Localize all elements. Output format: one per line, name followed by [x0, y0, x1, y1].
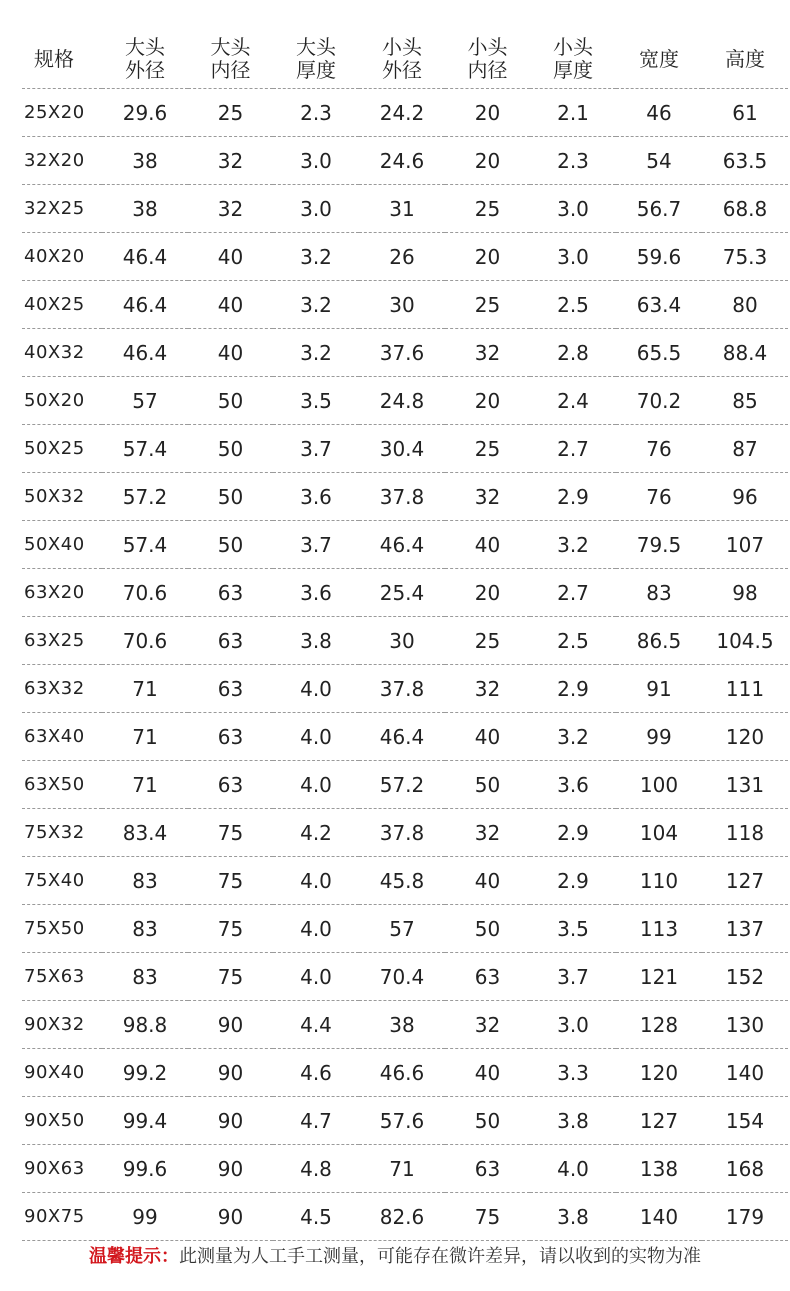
spec-cell: 50X40 — [22, 521, 102, 569]
value-cell: 32 — [445, 473, 530, 521]
value-cell: 4.0 — [273, 713, 359, 761]
value-cell: 57.4 — [102, 521, 188, 569]
value-cell: 32 — [445, 1001, 530, 1049]
table-row — [22, 329, 788, 377]
value-cell: 20 — [445, 233, 530, 281]
value-cell: 79.5 — [616, 521, 702, 569]
value-cell: 25 — [188, 89, 273, 137]
spec-cell: 50X20 — [22, 377, 102, 425]
value-cell: 57.2 — [102, 473, 188, 521]
spec-cell: 63X32 — [22, 665, 102, 713]
value-cell: 50 — [445, 761, 530, 809]
value-cell: 30 — [359, 617, 445, 665]
value-cell: 140 — [702, 1049, 788, 1097]
value-cell: 168 — [702, 1145, 788, 1193]
spec-cell: 75X40 — [22, 857, 102, 905]
value-cell: 83 — [616, 569, 702, 617]
value-cell: 32 — [445, 665, 530, 713]
value-cell: 99 — [102, 1193, 188, 1241]
table-row — [22, 809, 788, 857]
value-cell: 40 — [445, 1049, 530, 1097]
value-cell: 2.8 — [530, 329, 616, 377]
table-body — [22, 89, 788, 1241]
spec-cell: 32X25 — [22, 185, 102, 233]
value-cell: 111 — [702, 665, 788, 713]
value-cell: 75 — [188, 857, 273, 905]
value-cell: 3.8 — [530, 1097, 616, 1145]
value-cell: 71 — [102, 713, 188, 761]
spec-cell: 63X50 — [22, 761, 102, 809]
value-cell: 91 — [616, 665, 702, 713]
table-row — [22, 857, 788, 905]
value-cell: 3.7 — [273, 425, 359, 473]
column-header: 大头 内径 — [210, 35, 251, 82]
value-cell: 40 — [445, 713, 530, 761]
value-cell: 70.6 — [102, 569, 188, 617]
value-cell: 50 — [445, 905, 530, 953]
value-cell: 63 — [188, 713, 273, 761]
value-cell: 50 — [188, 473, 273, 521]
value-cell: 25 — [445, 281, 530, 329]
table-row — [22, 953, 788, 1001]
value-cell: 37.8 — [359, 665, 445, 713]
table-row — [22, 1097, 788, 1145]
value-cell: 127 — [702, 857, 788, 905]
value-cell: 2.9 — [530, 473, 616, 521]
table-row — [22, 137, 788, 185]
value-cell: 2.7 — [530, 425, 616, 473]
column-header: 宽度 — [639, 46, 679, 71]
value-cell: 3.7 — [530, 953, 616, 1001]
value-cell: 20 — [445, 137, 530, 185]
spec-cell: 90X40 — [22, 1049, 102, 1097]
spec-cell: 32X20 — [22, 137, 102, 185]
value-cell: 4.0 — [273, 953, 359, 1001]
value-cell: 2.3 — [273, 89, 359, 137]
value-cell: 86.5 — [616, 617, 702, 665]
value-cell: 63.4 — [616, 281, 702, 329]
table-row — [22, 761, 788, 809]
value-cell: 70.6 — [102, 617, 188, 665]
value-cell: 90 — [188, 1097, 273, 1145]
column-header: 小头 外径 — [382, 35, 422, 82]
value-cell: 63 — [188, 665, 273, 713]
spec-cell: 90X75 — [22, 1193, 102, 1241]
value-cell: 2.7 — [530, 569, 616, 617]
value-cell: 31 — [359, 185, 445, 233]
value-cell: 46.4 — [102, 281, 188, 329]
value-cell: 99 — [616, 713, 702, 761]
spec-cell: 25X20 — [22, 89, 102, 137]
value-cell: 104 — [616, 809, 702, 857]
value-cell: 70.4 — [359, 953, 445, 1001]
value-cell: 121 — [616, 953, 702, 1001]
value-cell: 75.3 — [702, 233, 788, 281]
value-cell: 46.4 — [102, 329, 188, 377]
table-header — [22, 30, 788, 89]
value-cell: 38 — [102, 185, 188, 233]
spec-table — [22, 30, 788, 1241]
value-cell: 71 — [102, 761, 188, 809]
value-cell: 57.6 — [359, 1097, 445, 1145]
value-cell: 25 — [445, 185, 530, 233]
value-cell: 3.0 — [530, 233, 616, 281]
value-cell: 3.0 — [273, 137, 359, 185]
value-cell: 75 — [445, 1193, 530, 1241]
value-cell: 40 — [445, 857, 530, 905]
value-cell: 50 — [188, 521, 273, 569]
value-cell: 38 — [359, 1001, 445, 1049]
value-cell: 131 — [702, 761, 788, 809]
value-cell: 3.8 — [273, 617, 359, 665]
value-cell: 30.4 — [359, 425, 445, 473]
value-cell: 83 — [102, 905, 188, 953]
spec-cell: 75X32 — [22, 809, 102, 857]
value-cell: 4.0 — [273, 761, 359, 809]
value-cell: 140 — [616, 1193, 702, 1241]
value-cell: 127 — [616, 1097, 702, 1145]
value-cell: 61 — [702, 89, 788, 137]
value-cell: 99.2 — [102, 1049, 188, 1097]
footer-label: 温馨提示： — [89, 1246, 179, 1267]
value-cell: 75 — [188, 953, 273, 1001]
value-cell: 3.6 — [530, 761, 616, 809]
value-cell: 30 — [359, 281, 445, 329]
column-header: 小头 内径 — [467, 35, 508, 82]
value-cell: 24.2 — [359, 89, 445, 137]
value-cell: 4.0 — [273, 857, 359, 905]
value-cell: 37.6 — [359, 329, 445, 377]
table-row — [22, 713, 788, 761]
value-cell: 59.6 — [616, 233, 702, 281]
table-row — [22, 665, 788, 713]
value-cell: 3.6 — [273, 569, 359, 617]
value-cell: 2.9 — [530, 665, 616, 713]
spec-cell: 40X25 — [22, 281, 102, 329]
value-cell: 46.4 — [359, 713, 445, 761]
value-cell: 3.0 — [530, 185, 616, 233]
spec-cell: 50X25 — [22, 425, 102, 473]
value-cell: 71 — [102, 665, 188, 713]
value-cell: 3.8 — [530, 1193, 616, 1241]
value-cell: 57.2 — [359, 761, 445, 809]
value-cell: 2.9 — [530, 809, 616, 857]
value-cell: 87 — [702, 425, 788, 473]
value-cell: 99.6 — [102, 1145, 188, 1193]
value-cell: 40 — [188, 281, 273, 329]
value-cell: 63 — [188, 569, 273, 617]
table-row — [22, 281, 788, 329]
table-row — [22, 425, 788, 473]
value-cell: 98.8 — [102, 1001, 188, 1049]
value-cell: 56.7 — [616, 185, 702, 233]
value-cell: 3.0 — [273, 185, 359, 233]
spec-cell: 75X63 — [22, 953, 102, 1001]
value-cell: 20 — [445, 89, 530, 137]
value-cell: 63 — [188, 761, 273, 809]
spec-cell: 75X50 — [22, 905, 102, 953]
value-cell: 88.4 — [702, 329, 788, 377]
value-cell: 118 — [702, 809, 788, 857]
value-cell: 138 — [616, 1145, 702, 1193]
value-cell: 152 — [702, 953, 788, 1001]
spec-cell: 40X32 — [22, 329, 102, 377]
value-cell: 32 — [445, 329, 530, 377]
value-cell: 2.3 — [530, 137, 616, 185]
table-row — [22, 617, 788, 665]
value-cell: 3.6 — [273, 473, 359, 521]
value-cell: 46.4 — [359, 521, 445, 569]
spec-cell: 50X32 — [22, 473, 102, 521]
value-cell: 2.1 — [530, 89, 616, 137]
table-row — [22, 185, 788, 233]
value-cell: 25.4 — [359, 569, 445, 617]
spec-cell: 63X25 — [22, 617, 102, 665]
value-cell: 46.6 — [359, 1049, 445, 1097]
value-cell: 4.7 — [273, 1097, 359, 1145]
table-row — [22, 521, 788, 569]
column-header: 大头 外径 — [125, 35, 165, 82]
spec-cell: 90X50 — [22, 1097, 102, 1145]
value-cell: 3.2 — [530, 713, 616, 761]
value-cell: 3.0 — [530, 1001, 616, 1049]
value-cell: 20 — [445, 569, 530, 617]
table-row — [22, 905, 788, 953]
value-cell: 50 — [188, 425, 273, 473]
value-cell: 4.5 — [273, 1193, 359, 1241]
value-cell: 46 — [616, 89, 702, 137]
value-cell: 90 — [188, 1193, 273, 1241]
value-cell: 50 — [445, 1097, 530, 1145]
value-cell: 90 — [188, 1145, 273, 1193]
value-cell: 99.4 — [102, 1097, 188, 1145]
spec-cell: 90X32 — [22, 1001, 102, 1049]
value-cell: 2.9 — [530, 857, 616, 905]
value-cell: 2.5 — [530, 617, 616, 665]
value-cell: 38 — [102, 137, 188, 185]
value-cell: 83 — [102, 857, 188, 905]
spec-cell: 90X63 — [22, 1145, 102, 1193]
value-cell: 3.2 — [530, 521, 616, 569]
value-cell: 54 — [616, 137, 702, 185]
value-cell: 20 — [445, 377, 530, 425]
value-cell: 83 — [102, 953, 188, 1001]
value-cell: 63 — [445, 1145, 530, 1193]
value-cell: 4.8 — [273, 1145, 359, 1193]
value-cell: 76 — [616, 425, 702, 473]
value-cell: 24.8 — [359, 377, 445, 425]
value-cell: 4.2 — [273, 809, 359, 857]
value-cell: 3.2 — [273, 329, 359, 377]
value-cell: 71 — [359, 1145, 445, 1193]
value-cell: 113 — [616, 905, 702, 953]
value-cell: 3.7 — [273, 521, 359, 569]
spec-cell: 63X40 — [22, 713, 102, 761]
value-cell: 25 — [445, 617, 530, 665]
value-cell: 4.6 — [273, 1049, 359, 1097]
value-cell: 2.5 — [530, 281, 616, 329]
value-cell: 90 — [188, 1049, 273, 1097]
value-cell: 40 — [188, 329, 273, 377]
value-cell: 80 — [702, 281, 788, 329]
value-cell: 29.6 — [102, 89, 188, 137]
value-cell: 70.2 — [616, 377, 702, 425]
value-cell: 3.5 — [273, 377, 359, 425]
value-cell: 3.5 — [530, 905, 616, 953]
column-header: 大头 厚度 — [296, 35, 336, 82]
value-cell: 98 — [702, 569, 788, 617]
footer-text: 此测量为人工手工测量，可能存在微许差异，请以收到的实物为准 — [179, 1246, 701, 1267]
column-header: 规格 — [34, 46, 74, 71]
column-header: 小头 厚度 — [553, 35, 593, 82]
table-row — [22, 1001, 788, 1049]
value-cell: 104.5 — [702, 617, 788, 665]
value-cell: 110 — [616, 857, 702, 905]
table-row — [22, 377, 788, 425]
value-cell: 154 — [702, 1097, 788, 1145]
value-cell: 90 — [188, 1001, 273, 1049]
value-cell: 3.3 — [530, 1049, 616, 1097]
value-cell: 45.8 — [359, 857, 445, 905]
value-cell: 120 — [702, 713, 788, 761]
value-cell: 4.4 — [273, 1001, 359, 1049]
value-cell: 82.6 — [359, 1193, 445, 1241]
value-cell: 46.4 — [102, 233, 188, 281]
value-cell: 76 — [616, 473, 702, 521]
value-cell: 120 — [616, 1049, 702, 1097]
value-cell: 75 — [188, 809, 273, 857]
value-cell: 2.4 — [530, 377, 616, 425]
value-cell: 3.2 — [273, 233, 359, 281]
value-cell: 25 — [445, 425, 530, 473]
value-cell: 130 — [702, 1001, 788, 1049]
value-cell: 57.4 — [102, 425, 188, 473]
value-cell: 63.5 — [702, 137, 788, 185]
value-cell: 179 — [702, 1193, 788, 1241]
value-cell: 40 — [445, 521, 530, 569]
value-cell: 40 — [188, 233, 273, 281]
table-row — [22, 473, 788, 521]
table-row — [22, 1193, 788, 1241]
spec-cell: 40X20 — [22, 233, 102, 281]
value-cell: 100 — [616, 761, 702, 809]
table-row — [22, 569, 788, 617]
value-cell: 37.8 — [359, 809, 445, 857]
value-cell: 85 — [702, 377, 788, 425]
value-cell: 57 — [102, 377, 188, 425]
table-row — [22, 89, 788, 137]
footer-note — [0, 1242, 790, 1268]
value-cell: 4.0 — [530, 1145, 616, 1193]
value-cell: 3.2 — [273, 281, 359, 329]
table-row — [22, 233, 788, 281]
header-row — [22, 30, 788, 89]
value-cell: 137 — [702, 905, 788, 953]
value-cell: 63 — [445, 953, 530, 1001]
value-cell: 75 — [188, 905, 273, 953]
value-cell: 107 — [702, 521, 788, 569]
spec-cell: 63X20 — [22, 569, 102, 617]
value-cell: 32 — [445, 809, 530, 857]
value-cell: 57 — [359, 905, 445, 953]
value-cell: 83.4 — [102, 809, 188, 857]
value-cell: 63 — [188, 617, 273, 665]
value-cell: 50 — [188, 377, 273, 425]
table-row — [22, 1145, 788, 1193]
column-header: 高度 — [725, 46, 765, 71]
value-cell: 4.0 — [273, 665, 359, 713]
value-cell: 68.8 — [702, 185, 788, 233]
value-cell: 96 — [702, 473, 788, 521]
value-cell: 24.6 — [359, 137, 445, 185]
value-cell: 65.5 — [616, 329, 702, 377]
value-cell: 128 — [616, 1001, 702, 1049]
value-cell: 32 — [188, 185, 273, 233]
value-cell: 26 — [359, 233, 445, 281]
table-row — [22, 1049, 788, 1097]
value-cell: 37.8 — [359, 473, 445, 521]
value-cell: 32 — [188, 137, 273, 185]
value-cell: 4.0 — [273, 905, 359, 953]
